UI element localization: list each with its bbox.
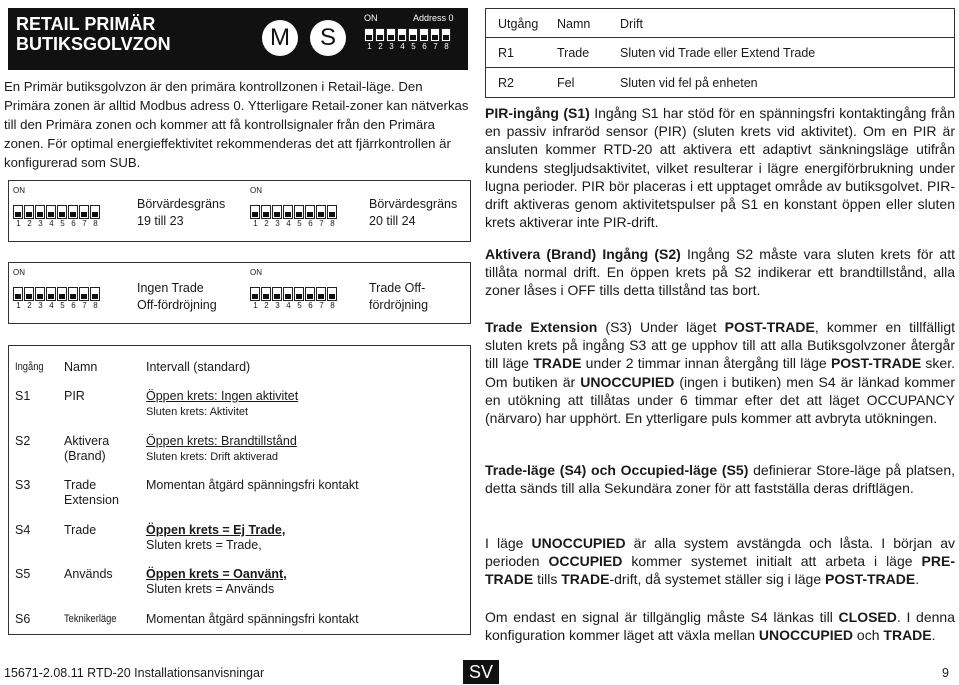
dip-number: 2 <box>264 219 269 228</box>
dip-switch-7 <box>79 205 89 219</box>
dip-on-label: ON <box>250 186 262 195</box>
dip-switch-5 <box>294 205 304 219</box>
mode-paragraph: Trade-läge (S4) och Occupied-läge (S5) definierar Store-läge på platsen, detta sänds till alla Sekundära zoner för att fastställa deras driftlägen. <box>485 462 955 497</box>
dip-switch-3 <box>35 287 45 301</box>
dip-number: 4 <box>286 301 291 310</box>
intro-paragraph: En Primär butiksgolvzon är den primära kontrollzonen i Retail-läge. Den Primära zonen är alltid Modbus adress 0. Ytterligare Retail-zoner kan nätverkas till den Primära zonen och kommer att få kontrollsignaler från den Primära zonen. För optimal energieffektivitet rekommenderas det att fjärrkontrollen är konfigurerad som SUB. <box>4 79 469 170</box>
dip-switch-5 <box>57 205 67 219</box>
dip-number: 2 <box>378 42 383 51</box>
dip-switch-panel-4 <box>250 268 338 310</box>
dip-switch-panel-3 <box>13 268 101 310</box>
dip-number: 5 <box>297 219 302 228</box>
fire-paragraph: Aktivera (Brand) Ingång (S2) Ingång S2 måste vara sluten krets för att tillåta normal drift. En öppen krets på S2 indikerar ett brandtillstånd, alla zoner låses i OFF tills detta tillstånd tas bort. <box>485 246 955 299</box>
dip-switch-6 <box>68 205 78 219</box>
dip-switch-1 <box>250 287 260 301</box>
dip-number: 5 <box>411 42 416 51</box>
dip-number: 2 <box>27 301 32 310</box>
dip-switch-2 <box>375 28 385 42</box>
dip-switch-3 <box>386 28 396 42</box>
dip-numbers <box>250 219 338 228</box>
dip-number: 8 <box>93 219 98 228</box>
dip-number: 2 <box>264 301 269 310</box>
dip-switch-8 <box>441 28 451 42</box>
dip-number: 1 <box>253 219 258 228</box>
dip-switch-5 <box>294 287 304 301</box>
dip-switch-4 <box>397 28 407 42</box>
dip-switch-6 <box>68 287 78 301</box>
dip-number: 6 <box>71 219 76 228</box>
dip-switch-6 <box>305 205 315 219</box>
title-line-1: RETAIL PRIMÄR <box>16 14 156 34</box>
dip-number: 1 <box>16 219 21 228</box>
dip-switch-1 <box>13 205 23 219</box>
dip-switch-3 <box>272 205 282 219</box>
address-label: Address 0 <box>413 13 454 23</box>
col-header-name: Namn <box>64 360 98 374</box>
panel-1-label: Börvärdesgräns 19 till 23 <box>137 197 226 228</box>
dip-switch-1 <box>250 205 260 219</box>
dip-number: 5 <box>60 219 65 228</box>
dip-number: 3 <box>275 301 280 310</box>
dip-number: 6 <box>308 219 313 228</box>
outputs-table: Utgång Namn Drift R1 Trade Sluten vid Trade eller Extend Trade R2 Fel Sluten vid fel på enheten <box>485 8 955 98</box>
dip-number: 5 <box>297 301 302 310</box>
page-number: 9 <box>942 666 949 680</box>
dip-number: 5 <box>60 301 65 310</box>
dip-number: 3 <box>38 219 43 228</box>
dip-switch-2 <box>24 287 34 301</box>
dip-on-label: ON <box>250 268 262 277</box>
dip-switch-1 <box>364 28 374 42</box>
dip-switch-4 <box>283 287 293 301</box>
unoccupied-paragraph: I läge UNOCCUPIED är alla system avstängda och låsta. I början av perioden OCCUPIED kommer systemet initialt att arbeta i läge PRE-TRADE tills TRADE-drift, då systemet ställer sig i läge POST-TRADE. <box>485 535 955 588</box>
dip-number: 1 <box>16 301 21 310</box>
dip-number: 2 <box>27 219 32 228</box>
dip-numbers <box>13 301 101 310</box>
dip-number: 4 <box>49 301 54 310</box>
dip-switch-4 <box>46 205 56 219</box>
dip-switch-2 <box>261 287 271 301</box>
title-line-2: BUTIKSGOLVZON <box>16 34 171 54</box>
dip-number: 8 <box>93 301 98 310</box>
dip-number: 7 <box>319 301 324 310</box>
dip-numbers <box>250 301 338 310</box>
dip-number: 6 <box>422 42 427 51</box>
language-badge: SV <box>463 660 499 684</box>
dip-switch-7 <box>316 287 326 301</box>
dip-switch-7 <box>79 287 89 301</box>
dip-number: 7 <box>82 301 87 310</box>
dip-number: 7 <box>319 219 324 228</box>
dip-switch-5 <box>57 287 67 301</box>
mode-s-badge: S <box>310 20 346 56</box>
dip-switch-6 <box>419 28 429 42</box>
dip-switch-4 <box>46 287 56 301</box>
dip-number: 3 <box>38 301 43 310</box>
footer-doc-id: 15671-2.08.11 RTD-20 Installationsanvisningar <box>4 666 265 680</box>
dip-number: 7 <box>82 219 87 228</box>
dip-number: 8 <box>330 301 335 310</box>
address-on-label: ON <box>364 13 378 23</box>
dip-switch-7 <box>430 28 440 42</box>
dip-on-label: ON <box>13 268 25 277</box>
panel-3-label: Ingen Trade Off-fördröjning <box>137 281 217 312</box>
dip-number: 3 <box>389 42 394 51</box>
dip-switch-4 <box>283 205 293 219</box>
panel-4-label: Trade Off- fördröjning <box>369 281 429 312</box>
inputs-table: Ingång Namn Intervall (standard) S1 PIR Öppen krets: Ingen aktivitet Sluten krets: Aktivitet S2 Aktivera (Brand) Öppen krets: Brandtillstånd Sluten krets: Drift aktiverad S3 Trade Extension Momentan åtgärd spänningsfri kontakt S4 Trade Öppen krets = Ej Trade, Sluten krets = Trade, S5 Används Öppen krets = Oanvänt, Sluten krets = Används S6 Teknikerläge Momentan åtgärd spänningsfri kontakt <box>8 345 471 635</box>
dip-number: 8 <box>444 42 449 51</box>
address-dip-switch <box>364 28 452 51</box>
dip-number: 7 <box>433 42 438 51</box>
dip-switch-7 <box>316 205 326 219</box>
dip-switch-2 <box>261 205 271 219</box>
dip-number: 6 <box>71 301 76 310</box>
dip-number: 1 <box>253 301 258 310</box>
dip-switch-8 <box>90 287 100 301</box>
dip-switch-1 <box>13 287 23 301</box>
dip-switch-6 <box>305 287 315 301</box>
single-signal-paragraph: Om endast en signal är tillgänglig måste S4 länkas till CLOSED. I denna konfiguration kommer läget att växla mellan UNOCCUPIED och TRADE. <box>485 609 955 644</box>
dip-switch-panel-1 <box>13 186 101 228</box>
dip-number: 3 <box>275 219 280 228</box>
dip-switch-8 <box>327 205 337 219</box>
page-title <box>16 14 236 54</box>
dip-numbers <box>364 42 452 51</box>
dip-switch-3 <box>272 287 282 301</box>
dip-number: 4 <box>400 42 405 51</box>
dip-switch-5 <box>408 28 418 42</box>
pir-paragraph: PIR-ingång (S1) Ingång S1 har stöd för en spänningsfri kontaktingång från en passiv infraröd sensor (PIR) (sluten krets vid aktivitet). Om en PIR är ansluten kommer RTD-20 att aktivera ett adaptivt sänkningsläge utifrån kundens stegljudsaktivitet, vilket resulterar i lägre energiförbrukning under lugna perioder. PIR bör placeras i ett upptaget område av butiksgolvet. PIR-drift aktiveras genom aktivitetspulser på S1 en konstant öppen eller sluten krets aktiverar inte PIR-drift. <box>485 105 955 231</box>
dip-number: 4 <box>286 219 291 228</box>
dip-switch-8 <box>90 205 100 219</box>
dip-switch-panel-2 <box>250 186 338 228</box>
dip-switch-2 <box>24 205 34 219</box>
dip-number: 4 <box>49 219 54 228</box>
dip-on-label: ON <box>13 186 25 195</box>
dip-number: 8 <box>330 219 335 228</box>
dip-switch-3 <box>35 205 45 219</box>
dip-number: 1 <box>367 42 372 51</box>
dip-numbers <box>13 219 101 228</box>
panel-2-label: Börvärdesgräns 20 till 24 <box>369 197 458 228</box>
dip-switch-8 <box>327 287 337 301</box>
mode-m-badge: M <box>262 20 298 56</box>
col-header-input: Ingång <box>15 361 44 373</box>
trade-extension-paragraph: Trade Extension (S3) Under läget POST-TRADE, kommer en tillfälligt sluten krets på ingång S3 att ge upphov till att alla Butiksgolvzoner återgår till läge TRADE under 2 timmar innan återgång till läge POST-TRADE sker. Om butiken är UNOCCUPIED (ingen i butiken) men S4 är länkad kommer en utökning att tillåtas under 6 timmar efter det att läget OCCUPANCY (närvaro) har upphört. En ytterligare puls kommer att avbryta utökningen. <box>485 319 956 427</box>
col-header-range: Intervall (standard) <box>146 360 251 374</box>
dip-number: 6 <box>308 301 313 310</box>
